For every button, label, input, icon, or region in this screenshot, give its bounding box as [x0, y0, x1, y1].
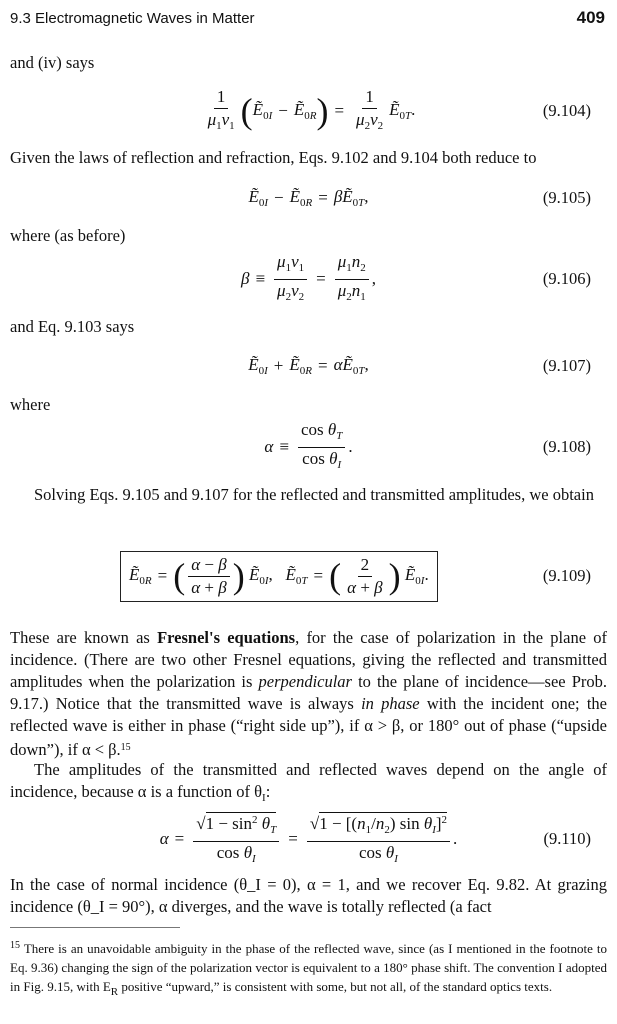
equation-number: (9.107): [542, 356, 591, 375]
equation-9-104: $\frac{1}{\mu_1v_1}$ ( Ẽ$_{0I}$ − Ẽ$_{0R}$ ) = $\frac{1}{\mu_2v_2}$ Ẽ$_{0T}$. (9.104): [207, 86, 591, 132]
equation-number: (9.110): [543, 829, 591, 848]
equation-9-109: [0, 540, 617, 612]
equation-number: (9.108): [542, 437, 591, 456]
footnote-rule: [10, 927, 180, 928]
boxed-fresnel-equations: Ẽ$_{0R}$ = ( $\frac{\alpha - \beta}{\alpha + \beta}$ ) Ẽ$_{0I}$, Ẽ$_{0T}$ = ( $\frac{2}{\alpha + \beta}$ ) Ẽ$_{0I}$.: [120, 551, 438, 602]
equation-number: (9.105): [542, 188, 591, 207]
equation-number: (9.104): [542, 101, 591, 120]
paragraph: and Eq. 9.103 says: [10, 317, 135, 336]
equation-9-107: Ẽ$_{0I}$ + Ẽ$_{0R}$ = αẼ$_{0T}$, (9.107): [248, 355, 591, 377]
equation-9-105: Ẽ$_{0I}$ − Ẽ$_{0R}$ = βẼ$_{0T}$, (9.105): [248, 187, 591, 209]
paragraph: In the case of normal incidence (θ_I = 0), α = 1, and we recover Eq. 9.82. At grazing incidence (θ_I = 90°), α diverges, and the wave is totally reflected (a fact: [10, 875, 607, 916]
paragraph: Solving Eqs. 9.105 and 9.107 for the reflected and transmitted amplitudes, we obtain: [34, 485, 594, 504]
footnote-number: 15: [10, 940, 20, 951]
equation-number: (9.109): [542, 566, 591, 585]
equation-number: (9.106): [542, 269, 591, 288]
running-header: 9.3 Electromagnetic Waves in Matter: [10, 10, 255, 27]
equation-9-108: α ≡ $\frac{\cos \theta_T}{\cos \theta_I}$ . (9.108): [264, 419, 591, 471]
equation-9-106: β ≡ $\frac{\mu_1v_1}{\mu_2v_2}$ = $\frac{\mu_1n_2}{\mu_2n_1}$ , (9.106): [240, 251, 591, 303]
equation-9-110: α = $\frac{√1 - \sin^2 \theta_T}{\cos \theta_I}$ = $\frac{√1 - [(n_1/n_2) \sin \theta_I]^2}{\cos \theta_I}$ . (9.110): [0, 814, 617, 864]
footnote-marker: 15: [120, 742, 131, 753]
paragraph: where (as before): [10, 226, 126, 245]
paragraph: and (iv) says: [10, 53, 95, 72]
paragraph: Given the laws of reflection and refraction, Eqs. 9.102 and 9.104 both reduce to: [10, 148, 537, 167]
paragraph: The amplitudes of the transmitted and reflected waves depend on the angle of incidence, because α is a function of $\theta_I$:: [10, 760, 607, 804]
paragraph-fresnel: These are known as Fresnel's equations, for the case of polarization in the plane of incidence. (There are two other Fresnel equations, giving the reflected and transmitted amplitudes when the polarization is perpendicular to the plane of incidence—see Prob. 9.17.) Notice that the transmitted wave is always in phase with the incident one; the reflected wave is either in phase (“right side up”), if α > β, or 180° out of phase (“upside down”), if α < β.$^{15}$: [10, 628, 607, 759]
footnote: $^{15}$ There is an unavoidable ambiguity in the phase of the reflected wave, since (as I mentioned in the footnote to Eq. 9.36) changing the sign of the polarization vector is equivalent to a 180° phase shift. The convention I adopted in Fig. 9.15, with $E_R$ positive “upward,” is consistent with some, but not all, of the standard optics texts.: [10, 940, 608, 998]
page-number: 409: [576, 8, 605, 27]
paragraph: where: [10, 395, 51, 414]
bold-term: Fresnel's equations: [157, 628, 296, 647]
